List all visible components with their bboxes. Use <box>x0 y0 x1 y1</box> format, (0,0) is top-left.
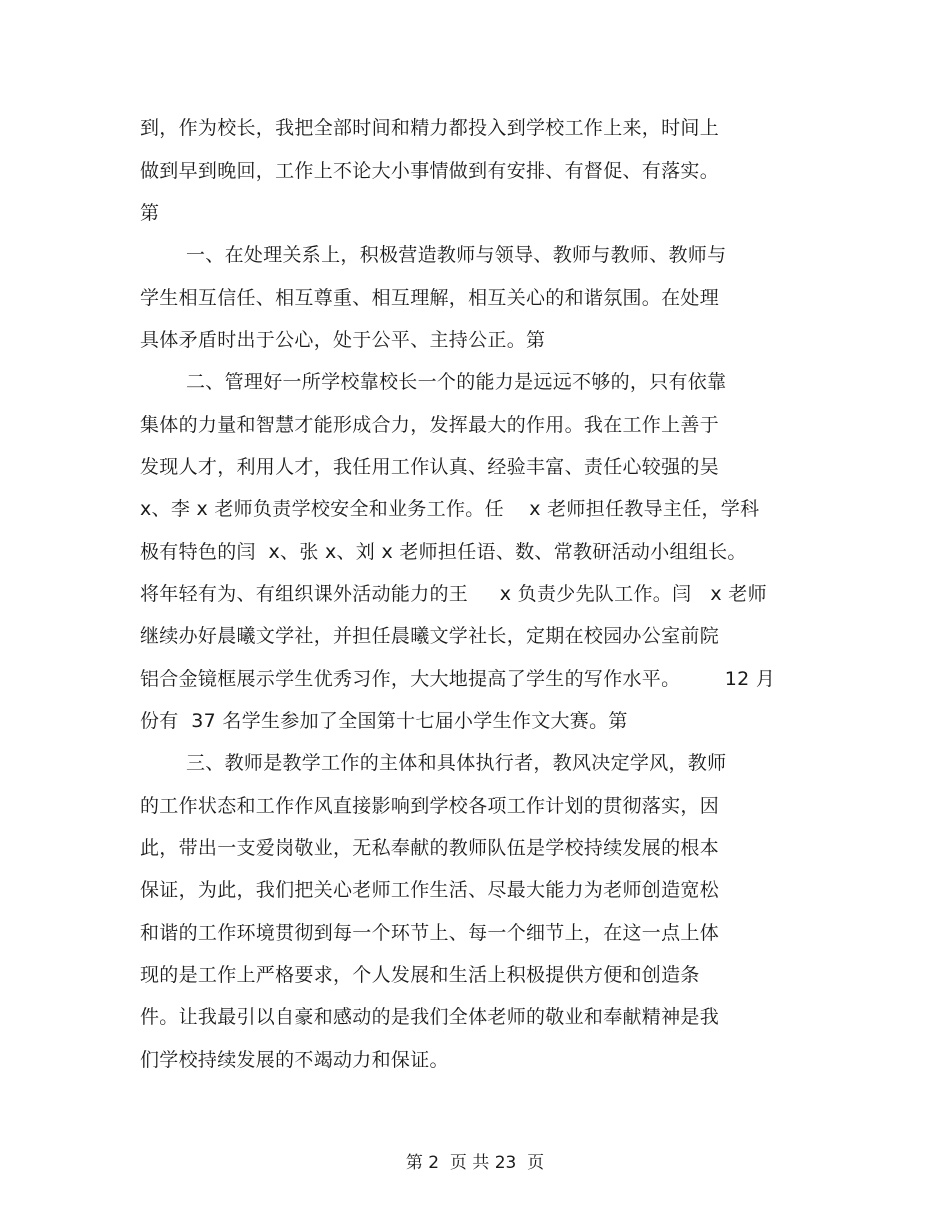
body-line: 铝合金镜框展示学生优秀习作，大大地提高了学生的写作水平。 12 月 <box>140 668 776 690</box>
body-line: 的工作状态和工作作风直接影响到学校各项工作计划的贯彻落实，因 <box>140 795 720 817</box>
body-line: 份有 37 名学生参加了全国第十七届小学生作文大赛。第 <box>140 710 628 732</box>
body-line: 将年轻有为、有组织课外活动能力的王 x 负责少先队工作。闫 x 老师 <box>140 583 767 605</box>
body-line: x、李 x 老师负责学校安全和业务工作。任 x 老师担任教导主任，学科 <box>140 498 760 520</box>
body-line: 学生相互信任、相互尊重、相互理解，相互关心的和谐氛围。在处理 <box>140 287 720 309</box>
body-line: 此，带出一支爱岗敬业，无私奉献的教师队伍是学校持续发展的根本 <box>140 837 720 859</box>
body-line: 具体矛盾时出于公心，处于公平、主持公正。第 <box>140 329 546 351</box>
body-line: 件。让我最引以自豪和感动的是我们全体老师的敬业和奉献精神是我 <box>140 1006 720 1028</box>
body-line: 集体的力量和智慧才能形成合力，发挥最大的作用。我在工作上善于 <box>140 414 720 436</box>
page-number-footer: 第 2 页 共 23 页 <box>405 1153 545 1173</box>
body-line: 和谐的工作环境贯彻到每一个环节上、每一个细节上，在这一点上体 <box>140 922 720 944</box>
body-line: 到，作为校长，我把全部时间和精力都投入到学校工作上来，时间上 <box>140 117 720 139</box>
body-line: 现的是工作上严格要求，个人发展和生活上积极提供方便和创造条 <box>140 964 700 986</box>
body-line: 发现人才，利用人才，我任用工作认真、经验丰富、责任心较强的吴 <box>140 456 720 478</box>
paragraph-first-line: 一、在处理关系上，积极营造教师与领导、教师与教师、教师与 <box>186 244 727 266</box>
body-line: 们学校持续发展的不竭动力和保证。 <box>140 1049 449 1071</box>
body-line: 保证，为此，我们把关心老师工作生活、尽最大能力为老师创造宽松 <box>140 879 720 901</box>
paragraph-first-line: 二、管理好一所学校靠校长一个的能力是远远不够的，只有依靠 <box>186 371 727 393</box>
body-line: 第 <box>140 202 160 224</box>
paragraph-first-line: 三、教师是教学工作的主体和具体执行者，教风决定学风，教师 <box>186 752 727 774</box>
body-line: 做到早到晚回，工作上不论大小事情做到有安排、有督促、有落实。 <box>140 160 720 182</box>
body-line: 极有特色的闫 x、张 x、刘 x 老师担任语、数、常教研活动小组组长。 <box>140 541 747 563</box>
body-line: 继续办好晨曦文学社，并担任晨曦文学社长，定期在校园办公室前院 <box>140 625 720 647</box>
